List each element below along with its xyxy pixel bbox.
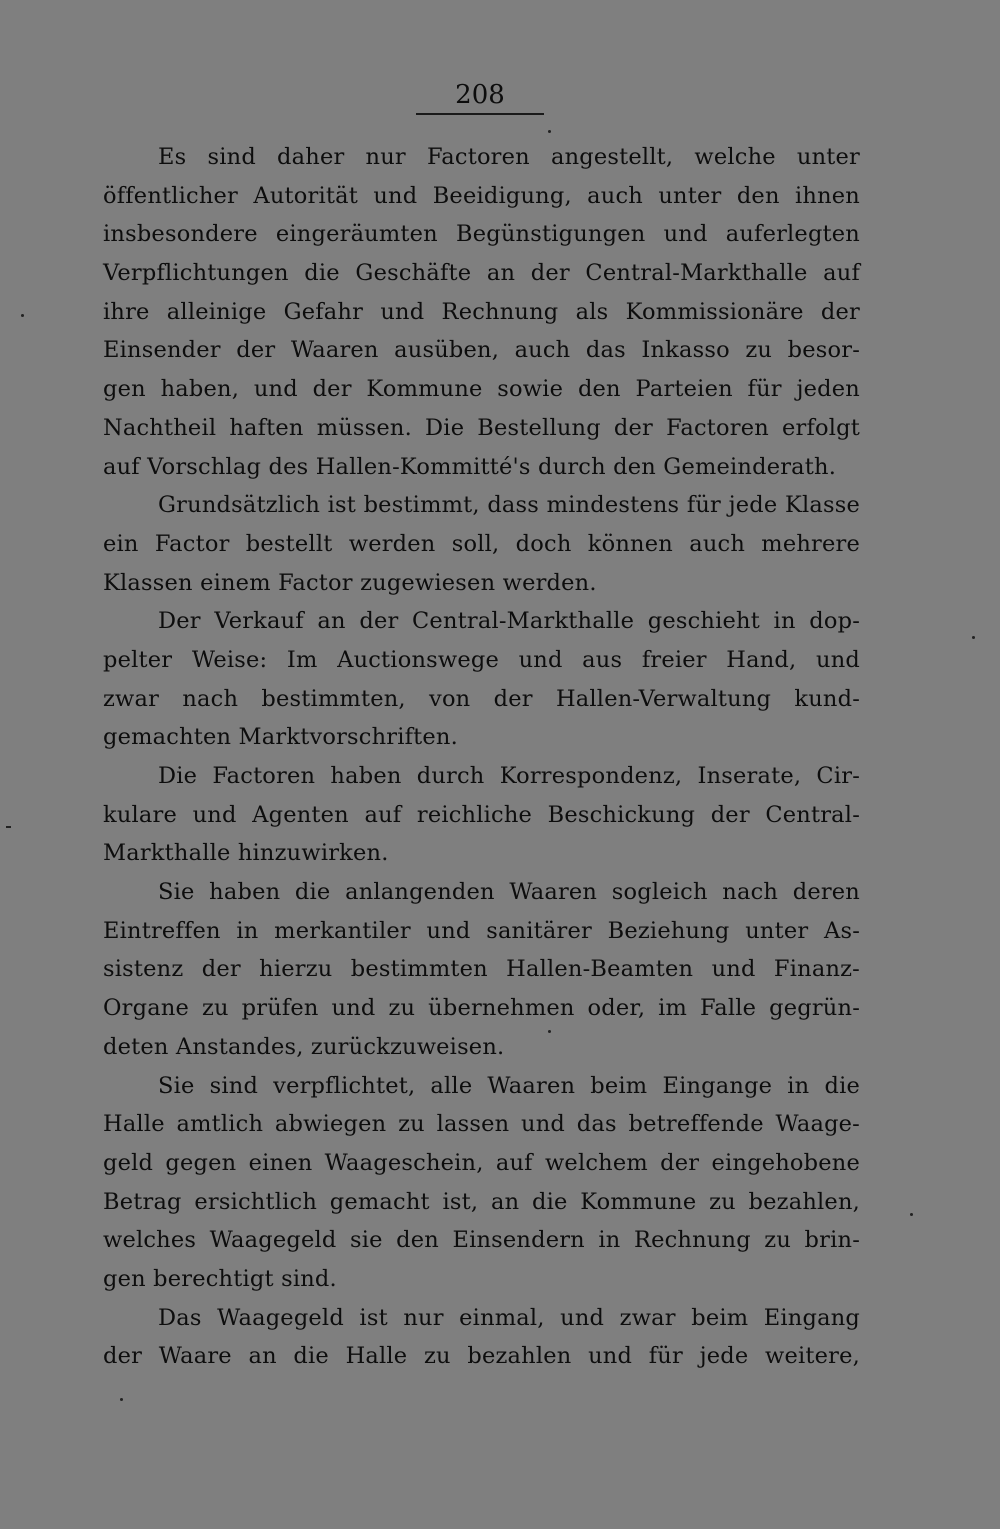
paragraph — [103, 757, 860, 873]
text-line: Sie haben die anlangenden Waaren sogleich nach deren — [158, 879, 860, 906]
paragraph — [103, 1067, 860, 1299]
text-line: Verpflichtungen die Geschäfte an der Central-Markthalle auf — [103, 260, 860, 287]
text-line: der Waare an die Halle zu bezahlen und für jede weitere, — [103, 1343, 860, 1370]
text-line: Halle amtlich abwiegen zu lassen und das betreffende Waage- — [103, 1111, 860, 1138]
text-line: Grundsätzlich ist bestimmt, dass mindestens für jede Klasse — [158, 492, 860, 519]
text-line: Es sind daher nur Factoren angestellt, welche unter — [158, 144, 860, 170]
scan-speck — [548, 1030, 551, 1033]
text-line: welches Waagegeld sie den Einsendern in Rechnung zu brin- — [103, 1227, 860, 1254]
paragraph — [103, 1299, 860, 1376]
text-line: kulare und Agenten auf reichliche Beschickung der Central- — [103, 801, 860, 828]
text-line: Der Verkauf an der Central-Markthalle geschieht in dop- — [158, 608, 860, 635]
scan-speck — [120, 1398, 123, 1401]
scan-speck — [910, 1213, 913, 1216]
text-line: ein Factor bestellt werden soll, doch können auch mehrere — [103, 530, 860, 557]
text-line: Einsender der Waaren ausüben, auch das Inkasso zu besor- — [103, 337, 860, 364]
text-line: Das Waagegeld ist nur einmal, und zwar beim Eingang — [158, 1304, 860, 1331]
paragraph — [103, 602, 860, 757]
text-line: ihre alleinige Gefahr und Rechnung als Kommissionäre der — [103, 298, 860, 325]
text-line: pelter Weise: Im Auctionswege und aus freier Hand, und — [103, 646, 860, 673]
text-line: Eintreffen in merkantiler und sanitärer Beziehung unter As- — [103, 917, 860, 944]
page-number: 208 — [455, 80, 505, 110]
page-number-rule — [416, 113, 544, 115]
scan-speck — [548, 130, 551, 133]
text-line: gen berechtigt sind. — [103, 1265, 337, 1292]
text-line: gen haben, und der Kommune sowie den Parteien für jeden — [103, 376, 860, 403]
text-line: öffentlicher Autorität und Beeidigung, auch unter den ihnen — [103, 182, 860, 209]
text-line: geld gegen einen Waageschein, auf welchem der eingehobene — [103, 1149, 860, 1176]
text-line: insbesondere eingeräumten Begünstigungen und auferlegten — [103, 221, 860, 248]
text-line: Markthalle hinzuwirken. — [103, 840, 389, 867]
paragraph — [103, 873, 860, 1066]
body-text — [103, 138, 860, 1376]
text-line: gemachten Marktvorschriften. — [103, 724, 458, 751]
text-line: auf Vorschlag des Hallen-Kommitté's durch den Gemeinderath. — [103, 453, 837, 480]
text-line: Nachtheil haften müssen. Die Bestellung der Factoren erfolgt — [103, 414, 860, 441]
text-line: deten Anstandes, zurückzuweisen. — [103, 1033, 505, 1060]
paragraph — [103, 138, 860, 486]
text-line: sistenz der hierzu bestimmten Hallen-Beamten und Finanz- — [103, 956, 860, 983]
text-line: Sie sind verpflichtet, alle Waaren beim Eingange in die — [158, 1072, 860, 1099]
text-line: zwar nach bestimmten, von der Hallen-Verwaltung kund- — [103, 685, 860, 712]
text-line: Klassen einem Factor zugewiesen werden. — [103, 569, 597, 596]
text-line: Organe zu prüfen und zu übernehmen oder, im Falle gegrün- — [103, 995, 860, 1022]
scan-speck — [972, 636, 975, 639]
scan-speck — [6, 826, 11, 828]
scan-speck — [21, 314, 24, 317]
text-line: Betrag ersichtlich gemacht ist, an die Kommune zu bezahlen, — [103, 1188, 860, 1215]
text-line: Die Factoren haben durch Korrespondenz, Inserate, Cir- — [158, 763, 860, 789]
paragraph — [103, 486, 860, 602]
